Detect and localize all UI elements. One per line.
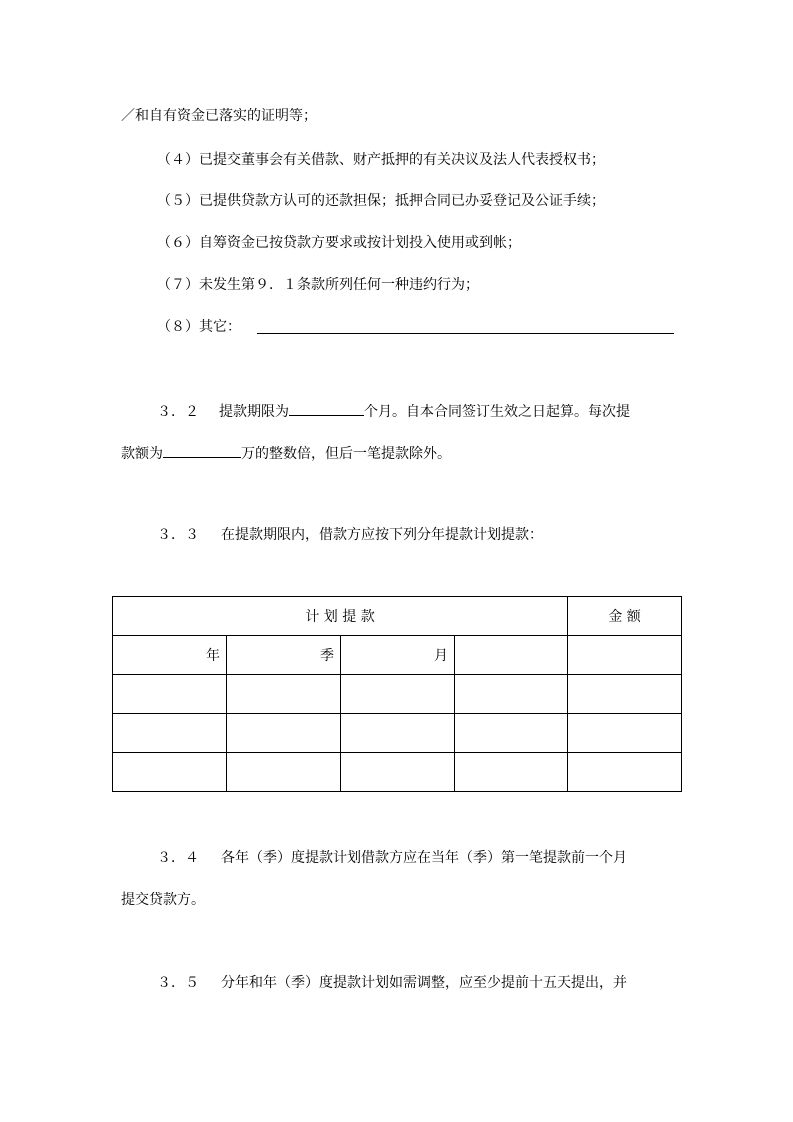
table-cell[interactable]	[568, 753, 682, 792]
col-month: 月	[341, 636, 455, 675]
clause-text: 分年和年（季）度提款计划如需调整，应至少提前十五天提出，并	[221, 975, 627, 991]
condition-item-8	[157, 319, 241, 335]
table-cell[interactable]	[341, 753, 455, 792]
clause-number: ３．５	[157, 975, 199, 991]
table-cell[interactable]	[341, 675, 455, 714]
table-cell[interactable]	[455, 675, 568, 714]
condition-item-8-label: （８）其它：	[157, 319, 241, 335]
clause-3-4-line2: 提交贷款方。	[121, 892, 205, 908]
header-plan: 计 划 提 款	[113, 597, 568, 636]
other-conditions-blank[interactable]	[257, 333, 674, 334]
table-cell[interactable]	[568, 675, 682, 714]
withdrawal-period-blank[interactable]	[289, 401, 364, 416]
clause-3-2-line1	[157, 401, 630, 420]
clause-3-4-line1	[157, 850, 627, 866]
clause-3-5	[157, 975, 627, 991]
table-cell[interactable]	[455, 636, 568, 675]
condition-item-7: （７）未发生第９．１条款所列任何一种违约行为；	[157, 277, 479, 293]
clause-text: 提款期限为	[219, 404, 289, 420]
clause-number: ３．２	[157, 404, 199, 420]
withdrawal-amount-blank[interactable]	[163, 443, 241, 458]
clause-3-3	[157, 527, 543, 543]
withdrawal-plan-table	[112, 596, 682, 792]
col-season: 季	[227, 636, 341, 675]
clause-text: 各年（季）度提款计划借款方应在当年（季）第一笔提款前一个月	[221, 850, 627, 866]
table-cell[interactable]	[227, 675, 341, 714]
col-year: 年	[113, 636, 227, 675]
table-cell[interactable]	[455, 753, 568, 792]
clause-text: 款额为	[121, 446, 163, 462]
condition-item-4: （４）已提交董事会有关借款、财产抵押的有关决议及法人代表授权书；	[157, 152, 605, 168]
table-cell[interactable]	[113, 753, 227, 792]
table-cell[interactable]	[455, 714, 568, 753]
table-cell[interactable]	[568, 636, 682, 675]
table-cell[interactable]	[227, 753, 341, 792]
clause-text: 万的整数倍，但后一笔提款除外。	[241, 446, 451, 462]
clause-number: ３．４	[157, 850, 199, 866]
clause-3-2-line2	[121, 443, 451, 462]
clause-text: 在提款期限内，借款方应按下列分年提款计划提款：	[221, 527, 543, 543]
table-cell[interactable]	[227, 714, 341, 753]
clause-text: 个月。自本合同签订生效之日起算。每次提	[364, 404, 630, 420]
header-amount: 金 额	[568, 597, 682, 636]
clause-number: ３．３	[157, 527, 199, 543]
table-cell[interactable]	[113, 714, 227, 753]
table-cell[interactable]	[568, 714, 682, 753]
condition-item-5: （５）已提供贷款方认可的还款担保；抵押合同已办妥登记及公证手续；	[157, 193, 605, 209]
table-cell[interactable]	[113, 675, 227, 714]
condition-item-6: （６）自筹资金已按贷款方要求或按计划投入使用或到帐；	[157, 235, 521, 251]
table-cell[interactable]	[341, 714, 455, 753]
paragraph-continuation: ／和自有资金已落实的证明等；	[121, 108, 317, 124]
